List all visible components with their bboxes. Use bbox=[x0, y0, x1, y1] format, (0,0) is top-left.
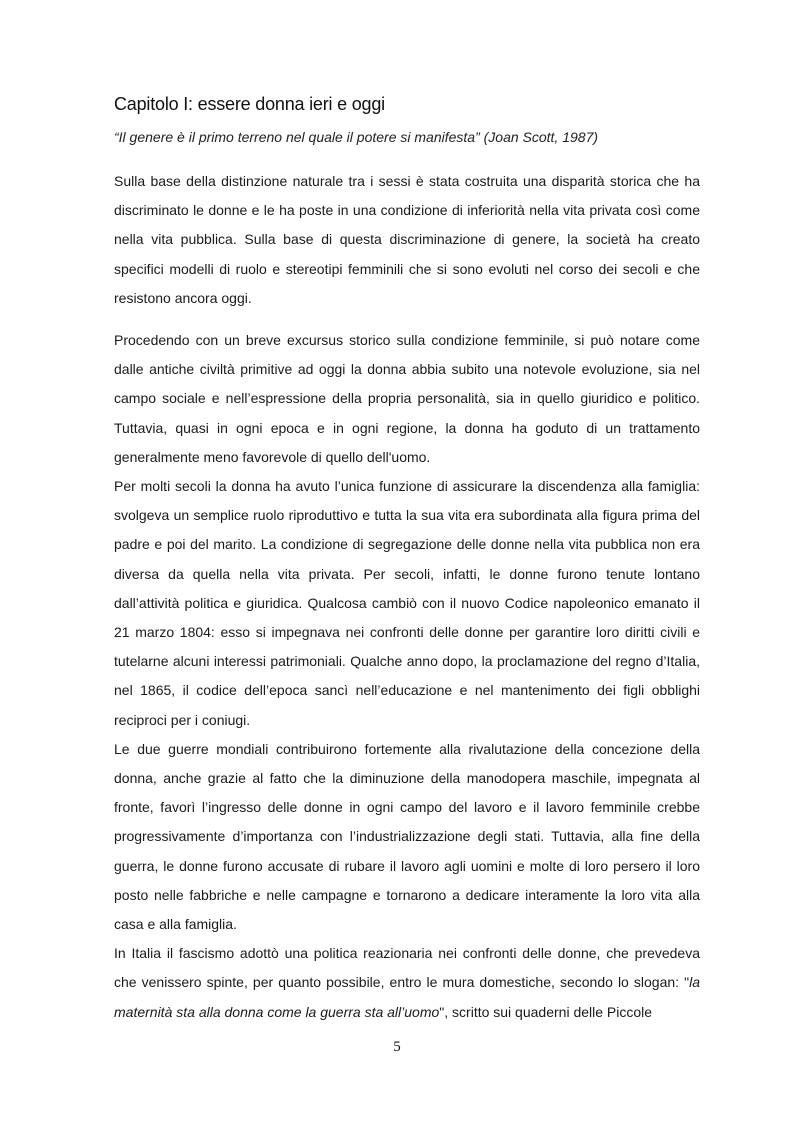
paragraph-5 bbox=[114, 939, 700, 1027]
epigraph-quote: “Il genere è il primo terreno nel quale il potere si manifesta” (Joan Scott, 1987) bbox=[114, 129, 599, 145]
page-number: 5 bbox=[393, 1039, 401, 1055]
body-text bbox=[114, 167, 700, 1027]
fascist-slogan: la maternità sta alla donna come la guerra sta all’uomo bbox=[114, 974, 700, 1020]
paragraph-4: Le due guerre mondiali contribuirono fortemente alla rivalutazione della concezione della donna, anche grazie al fatto che la diminuzione della manodopera maschile, impegnata al fronte, favorì l’ingresso delle donne in ogni campo del lavoro e il lavoro femminile crebbe progressivamente d’importanza con l’industrializzazione degli stati. Tuttavia, alla fine della guerra, le donne furono accusate di rubare il lavoro agli uomini e molte di loro persero il loro posto nelle fabbriche e nelle campagne e tornarono a dedicare interamente la loro vita alla casa e alla famiglia. bbox=[114, 740, 700, 933]
chapter-title: Capitolo I: essere donna ieri e oggi bbox=[114, 94, 385, 114]
paragraph-3: Per molti secoli la donna ha avuto l’unica funzione di assicurare la discendenza alla famiglia: svolgeva un semplice ruolo riproduttivo e tutta la sua vita era subordinata alla figura prima del padre e poi del marito. La condizione di segregazione delle donne nella vita pubblica non era diversa da quella nella vita privata. Per secoli, infatti, le donne furono tenute lontano dall’attività politica e giuridica. Qualcosa cambiò con il nuovo Codice napoleonico emanato il 21 marzo 1804: esso si impegnava nei confronti delle donne per garantire loro diritti civili e tutelarne alcuni interessi patrimoniali. Qualche anno dopo, la proclamazione del regno d’Italia, nel 1865, il codice dell’epoca sancì nell’educazione e nel mantenimento dei figli obblighi reciproci per i coniugi. bbox=[114, 478, 700, 728]
paragraph-1: Sulla base della distinzione naturale tra i sessi è stata costruita una disparità storica che ha discriminato le donne e le ha poste in una condizione di inferiorità nella vita privata così come nella vita pubblica. Sulla base di questa discriminazione di genere, la società ha creato specifici modelli di ruolo e stereotipi femminili che si sono evoluti nel corso dei secoli e che resistono ancora oggi. bbox=[114, 173, 700, 306]
paragraph-5-text: In Italia il fascismo adottò una politica reazionaria nei confronti delle donne, che prevedeva che venissero spinte, per quanto possibile, entro le mura domestiche, secondo lo slogan: " bbox=[114, 945, 700, 991]
paragraph-2: Procedendo con un breve excursus storico sulla condizione femminile, si può notare come dalle antiche civiltà primitive ad oggi la donna abbia subito una notevole evoluzione, sia nel campo sociale e nell’espressione della propria personalità, sia in quello giuridico e politico. Tuttavia, quasi in ogni epoca e in ogni regione, la donna ha goduto di un trattamento generalmente meno favorevole di quello dell'uomo. bbox=[114, 332, 700, 465]
paragraph-5-tail: ", scritto sui quaderni delle Piccole bbox=[439, 1003, 653, 1020]
